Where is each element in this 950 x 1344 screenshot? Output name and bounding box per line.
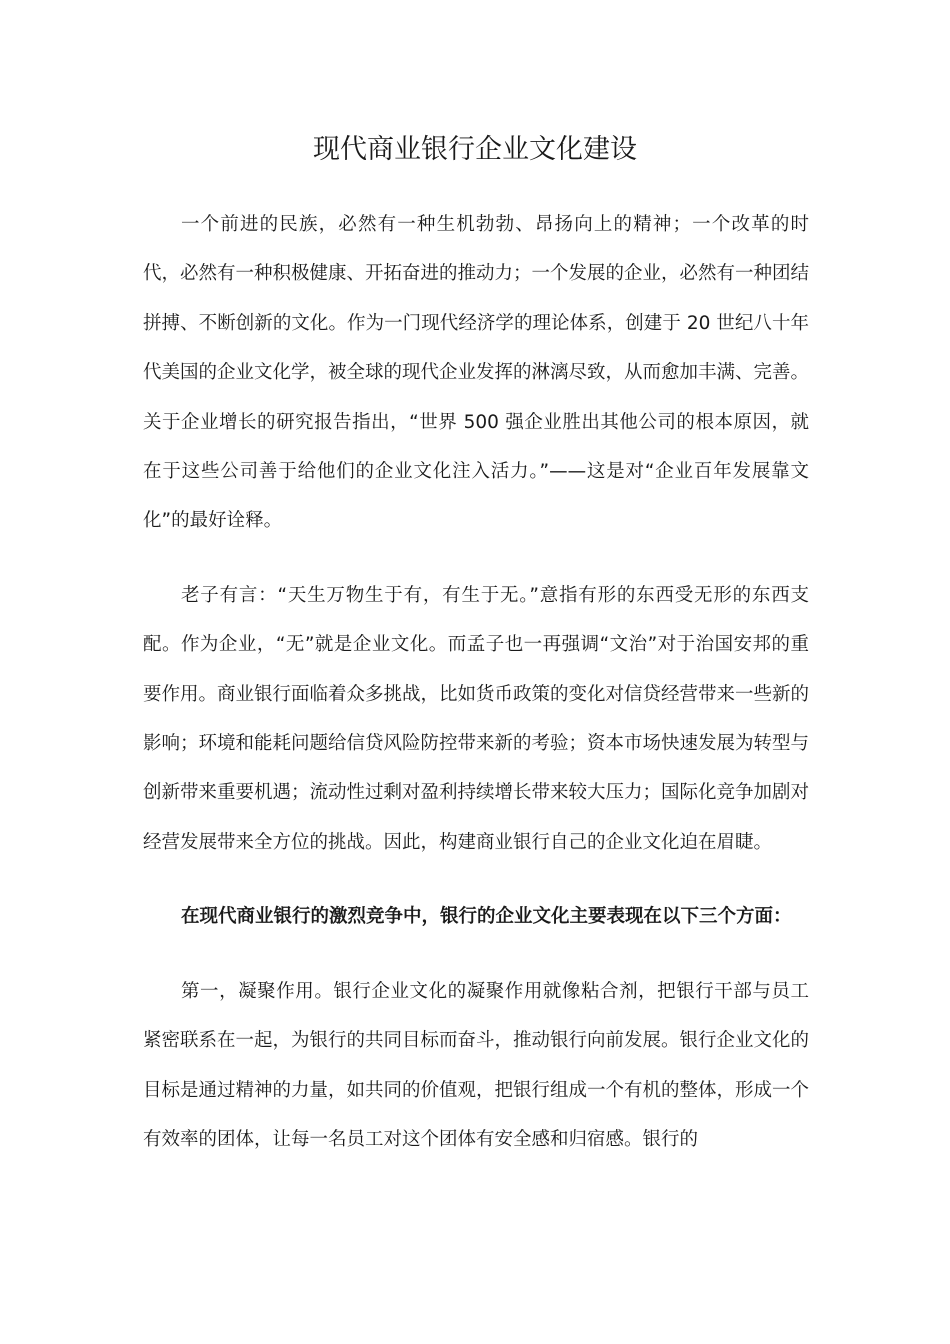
paragraph-spacer	[143, 942, 809, 967]
document-body	[143, 200, 809, 1164]
paragraph-laozi: 老子有言：“天生万物生于有，有生于无。”意指有形的东西受无形的东西支配。作为企业，“无”就是企业文化。而孟子也一再强调“文治”对于治国安邦的重要作用。商业银行面临着众多挑战，比如货币政策的变化对信贷经营带来一些新的影响；环境和能耗问题给信贷风险防控带来新的考验；资本市场快速发展为转型与创新带来重要机遇；流动性过剩对盈利持续增长带来较大压力；国际化竞争加剧对经营发展带来全方位的挑战。因此，构建商业银行自己的企业文化迫在眉睫。	[143, 584, 810, 853]
paragraph-spacer	[143, 546, 809, 571]
section-heading: 在现代商业银行的激烈竞争中，银行的企业文化主要表现在以下三个方面：	[181, 906, 792, 928]
paragraph-first-point: 第一，凝聚作用。银行企业文化的凝聚作用就像粘合剂，把银行干部与员工紧密联系在一起，为银行的共同目标而奋斗，推动银行向前发展。银行企业文化的目标是通过精神的力量，如共同的价值观，把银行组成一个有机的整体，形成一个有效率的团体，让每一名员工对这个团体有安全感和归宿感。银行的	[143, 980, 810, 1150]
paragraph-intro: 一个前进的民族，必然有一种生机勃勃、昂扬向上的精神；一个改革的时代，必然有一种积极健康、开拓奋进的推动力；一个发展的企业，必然有一种团结拼搏、不断创新的文化。作为一门现代经济学的理论体系，创建于 20 世纪八十年代美国的企业文化学，被全球的现代企业发挥的淋漓尽致，从而愈加丰满、完善。关于企业增长的研究报告指出，“世界 500 强企业胜出其他公司的根本原因，就在于这些公司善于给他们的企业文化注入活力。”——这是对“企业百年发展靠文化”的最好诠释。	[143, 214, 810, 532]
document-title: 现代商业银行企业文化建设	[313, 134, 637, 165]
paragraph-spacer	[143, 867, 809, 892]
